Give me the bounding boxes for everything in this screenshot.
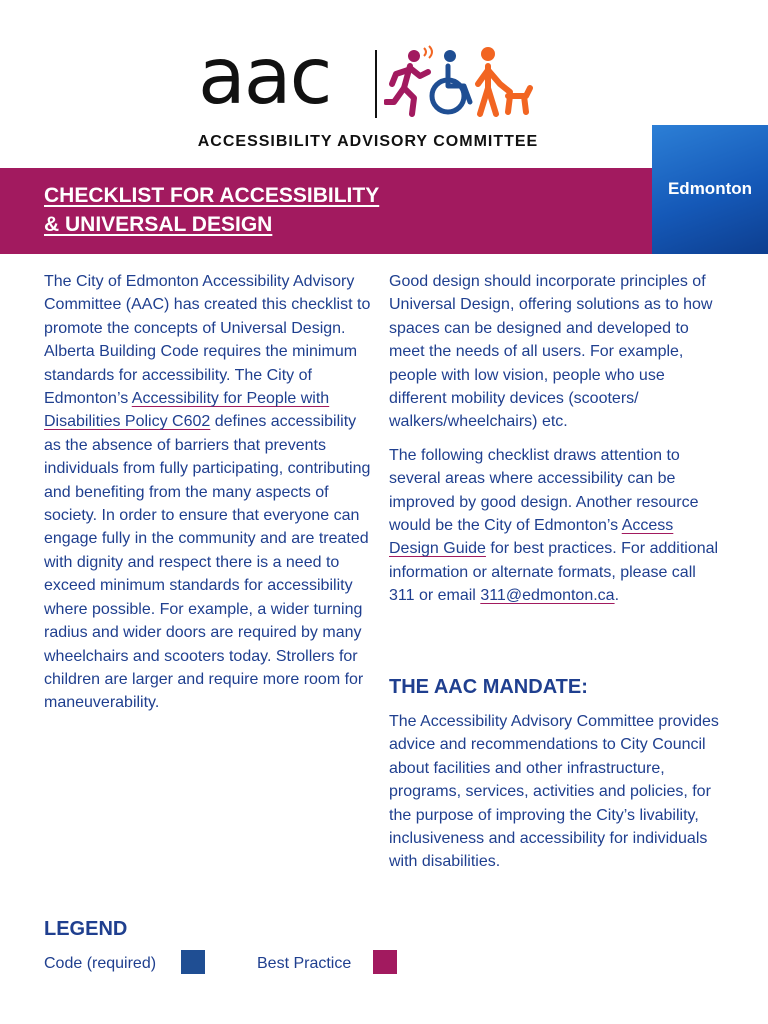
committee-name: ACCESSIBILITY ADVISORY COMMITTEE <box>197 133 539 150</box>
intro-column <box>44 270 374 715</box>
title-line-1: CHECKLIST FOR ACCESSIBILITY <box>44 184 380 207</box>
resources-paragraph: The following checklist draws attention to several areas where accessibility can be improved by good design. Another resource would be the City of Edmonton’s Access Design Guide for best practices. For additional information or alternate formats, please call 311 or email 311@edmonton.ca. <box>389 446 719 605</box>
policy-c602-link[interactable]: Accessibility for People with Disabilities Policy C602 <box>44 390 330 431</box>
universal-design-paragraph: Good design should incorporate principles of Universal Design, offering solutions as to how spaces can be designed and developed to meet the needs of all users. For example, people with low vision, people who use different mobility devices (scooters/ walkers/wheelchairs) etc. <box>389 273 713 431</box>
legend-code-label: Code (required) <box>44 955 157 972</box>
email-link[interactable]: 311@edmonton.ca <box>480 587 615 605</box>
page-title <box>44 181 444 239</box>
title-line-2: & UNIVERSAL DESIGN <box>44 213 273 236</box>
person-with-guide-dog-icon <box>478 47 530 114</box>
aac-logo-text: aac <box>198 32 331 122</box>
wheelchair-icon <box>432 50 470 112</box>
right-column <box>389 270 719 608</box>
legend-best-practice-swatch <box>373 950 397 974</box>
intro-paragraph: The City of Edmonton Accessibility Advisory Committee (AAC) has created this checklist to promote the concepts of Universal Design. Alberta Building Code requires the minimum standards for accessibility. The City of Edmonton’s Accessibility for People with Disabilities Policy C602 defines accessibility as the absence of barriers that prevents individuals from fully participating, contributing and benefiting from the many aspects of society. In order to ensure that everyone can engage fully in the community and are treated with dignity and respect there is a need to exceed minimum standards for accessibility where possible. For example, a wider turning radius and wider doors are required by many wheelchairs and scooters today. Strollers for children are larger and require more room for maneuverability. <box>44 273 371 712</box>
edmonton-logo-text: Edmonton <box>667 179 753 198</box>
accessibility-pictograms-icon <box>384 44 534 120</box>
access-design-guide-link[interactable]: Access Design Guide <box>389 517 674 558</box>
legend-code-swatch <box>181 950 205 974</box>
mandate-heading: THE AAC MANDATE: <box>389 676 588 698</box>
runner-icon <box>386 50 428 114</box>
legend-best-practice-label: Best Practice <box>257 955 352 972</box>
sound-waves-icon <box>424 46 432 58</box>
logo-divider <box>375 50 377 118</box>
legend-heading: LEGEND <box>44 918 128 940</box>
edmonton-logo <box>652 125 768 254</box>
mandate-text: The Accessibility Advisory Committee provides advice and recommendations to City Council about facilities and other infrastructure, programs, services, activities and policies, for the purpose of improving the City’s livability, inclusiveness and accessibility for individuals with disabilities. <box>389 713 719 871</box>
